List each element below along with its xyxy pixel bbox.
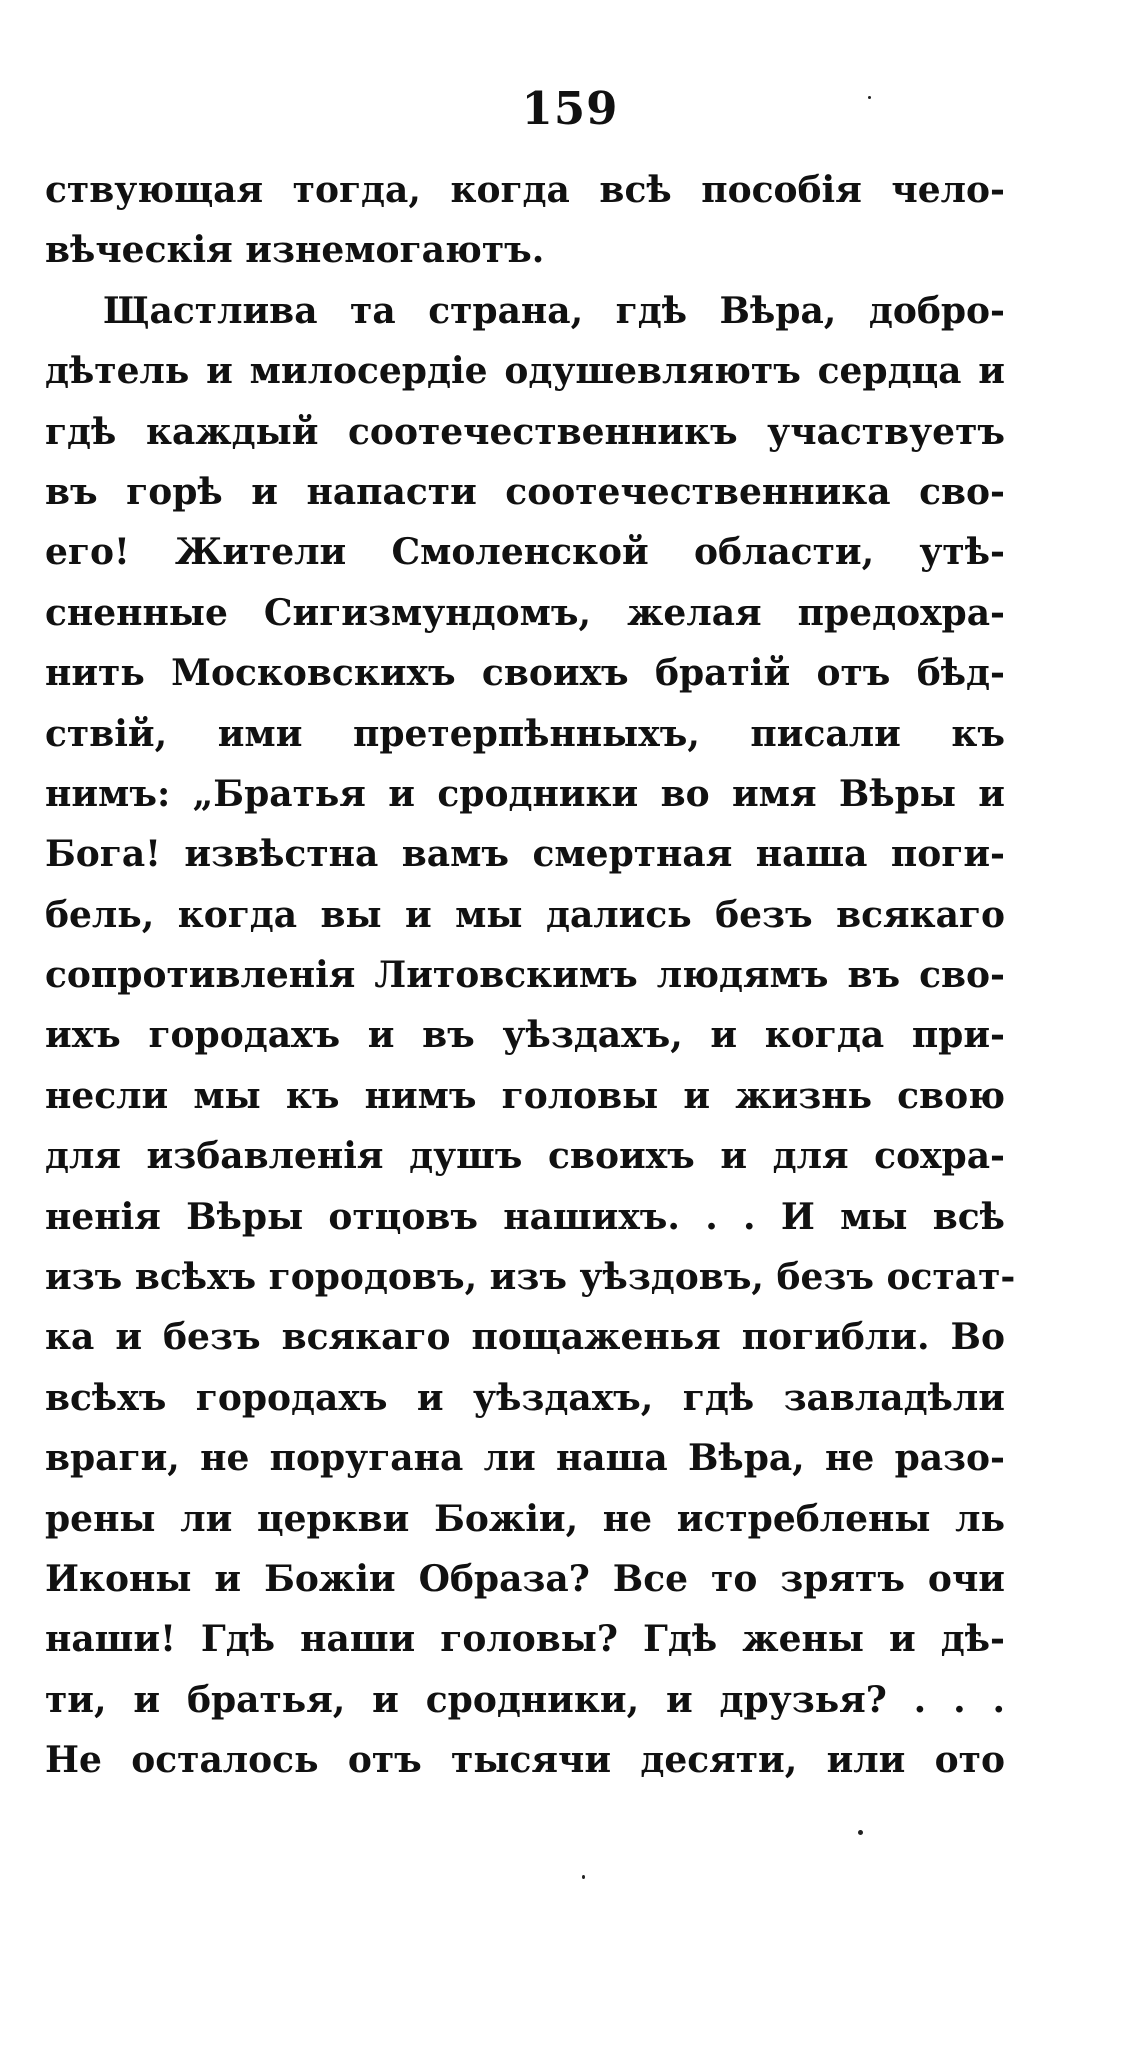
text-line: нимъ: „Братья и сродники во имя Вѣры и (45, 772, 1005, 815)
text-line: Бога! извѣстна вамъ смертная наша поги- (45, 833, 1005, 876)
text-line: сопротивленія Литовскимъ людямъ въ сво- (45, 954, 1005, 997)
text-line: для избавленія душъ своихъ и для сохра- (45, 1135, 1005, 1178)
text-line: изъ всѣхъ городовъ, изъ уѣздовъ, безъ остат- (45, 1256, 1016, 1299)
text-line: въ горѣ и напасти соотечественника сво- (45, 470, 1005, 513)
text-line: гдѣ каждый соотечественникъ участвуетъ (45, 410, 1005, 453)
text-line: ствій, ими претерпѣнныхъ, писали къ (45, 712, 1005, 755)
page-number: 159 (521, 82, 619, 135)
text-line: ствующая тогда, когда всѣ пособія чело- (45, 169, 1005, 211)
text-line: Не осталось отъ тысячи десяти, или ото (45, 1739, 1005, 1782)
scan-speck (858, 1830, 863, 1835)
text-line: его! Жители Смоленской области, утѣ- (45, 531, 1005, 574)
text-line: враги, не поругана ли наша Вѣра, не разо- (45, 1437, 1005, 1480)
text-line: Щастлива та страна, гдѣ Вѣра, добро- (103, 289, 1005, 332)
text-line: ихъ городахъ и въ уѣздахъ, и когда при- (45, 1014, 1005, 1057)
text-line: нить Московскихъ своихъ братій отъ бѣд- (45, 652, 1005, 695)
text-line: бель, когда вы и мы дались безъ всякаго (45, 893, 1005, 936)
text-line: несли мы къ нимъ головы и жизнь свою (45, 1074, 1005, 1117)
body-text (45, 160, 1016, 1791)
text-line: всѣхъ городахъ и уѣздахъ, гдѣ завладѣли (45, 1376, 1005, 1419)
text-line: ка и безъ всякаго пощаженья погибли. Во (45, 1316, 1005, 1359)
text-line: ти, и братья, и сродники, и друзья? . . . (45, 1678, 1005, 1721)
text-line: дѣтель и милосердіе одушевляютъ сердца и (45, 350, 1005, 393)
text-line: рены ли церкви Божіи, не истреблены ль (45, 1497, 1005, 1540)
text-line: ненія Вѣры отцовъ нашихъ. . . И мы всѣ (45, 1195, 1005, 1238)
text-line: вѣческія изнемогаютъ. (45, 229, 545, 272)
scan-speck (868, 96, 871, 99)
text-line: наши! Гдѣ наши головы? Гдѣ жены и дѣ- (45, 1618, 1005, 1661)
text-line: сненные Сигизмундомъ, желая предохра- (45, 591, 1005, 634)
scan-speck (582, 1875, 585, 1879)
text-line: Иконы и Божіи Образа? Все то зрятъ очи (45, 1557, 1005, 1600)
